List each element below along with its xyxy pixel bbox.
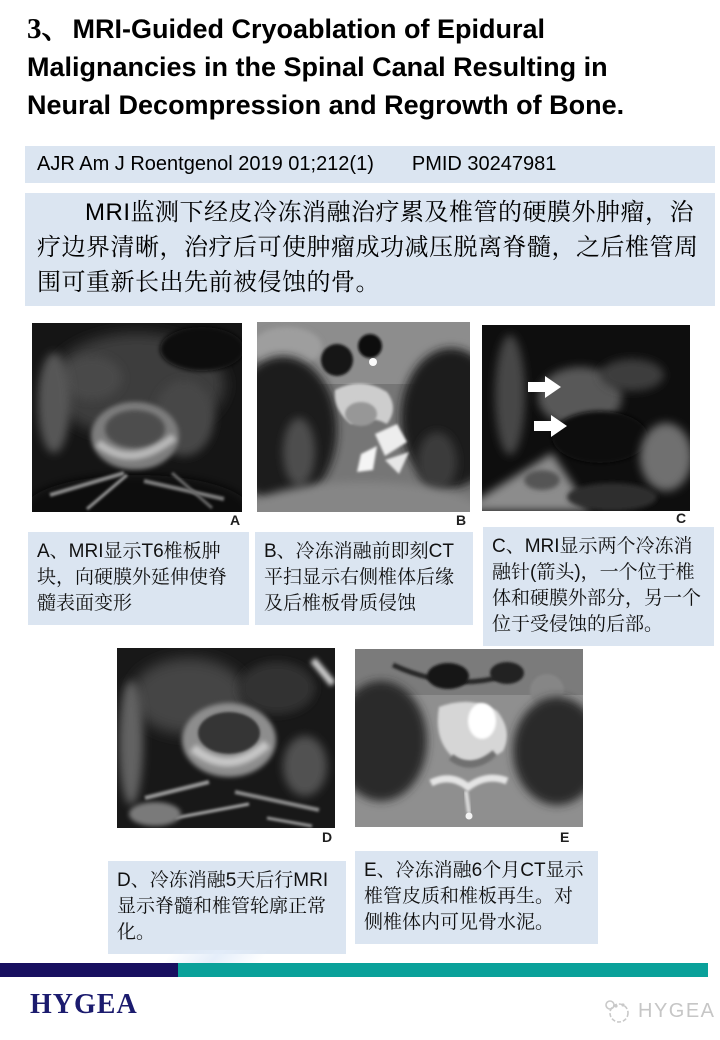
figure-c-caption: C、MRI显示两个冷冻消融针(箭头)，一个位于椎体和硬膜外部分，另一个位于受侵蚀的后部。: [483, 527, 714, 646]
ct-scan-e-art: [355, 649, 583, 827]
abstract-text: MRI监测下经皮冷冻消融治疗累及椎管的硬膜外肿瘤，治疗边界清晰，治疗后可使肿瘤成功减压脱离脊髓，之后椎管周围可重新长出先前被侵蚀的骨。: [37, 199, 699, 296]
figure-c-image: [482, 325, 690, 511]
figure-a-caption: A、MRI显示T6椎板肿块，向硬膜外延伸使脊髓表面变形: [28, 532, 249, 625]
footer-bar-teal: [178, 963, 708, 977]
figure-c-label: C: [676, 510, 687, 526]
figure-a-image: [32, 323, 242, 512]
figure-e-label: E: [560, 829, 570, 845]
figure-d-label: D: [322, 829, 333, 845]
figure-b-caption: B、冷冻消融前即刻CT平扫显示右侧椎体后缘及后椎板骨质侵蚀: [255, 532, 473, 625]
mri-scan-c-art: [482, 325, 690, 511]
brand-logo-text: HYGEA: [30, 989, 138, 1020]
ct-scan-b-art: [257, 322, 470, 512]
citation-pmid: PMID 30247981: [411, 153, 557, 175]
figure-b-label: B: [456, 512, 467, 528]
page-title: [27, 10, 699, 124]
watermark-text: HYGEA: [638, 999, 716, 1022]
footer-bar-navy: [0, 963, 178, 977]
watermark: [604, 998, 716, 1024]
watermark-logo-icon: [604, 998, 631, 1024]
abstract-block: [25, 193, 715, 306]
citation-bar: [25, 146, 715, 183]
citation-journal: AJR Am J Roentgenol 2019 01;212(1): [37, 153, 374, 175]
footer-highlight-streak: [164, 950, 268, 963]
figure-d-caption: D、冷冻消融5天后行MRI显示脊髓和椎管轮廓正常化。: [108, 861, 346, 954]
mri-scan-a-art: [32, 323, 242, 512]
figure-e-image: [355, 649, 583, 827]
title-text: MRI-Guided Cryoablation of Epidural Malignancies in the Spinal Canal Resulting in Neural Decompression and Regrowth of Bone.: [27, 14, 625, 120]
title-number: 3、: [27, 13, 71, 45]
mri-scan-d-art: [117, 648, 335, 828]
figure-b-image: [257, 322, 470, 512]
figure-e-caption: E、冷冻消融6个月CT显示椎管皮质和椎板再生。对侧椎体内可见骨水泥。: [355, 851, 598, 944]
figure-d-image: [117, 648, 335, 828]
figure-a-label: A: [230, 512, 241, 528]
